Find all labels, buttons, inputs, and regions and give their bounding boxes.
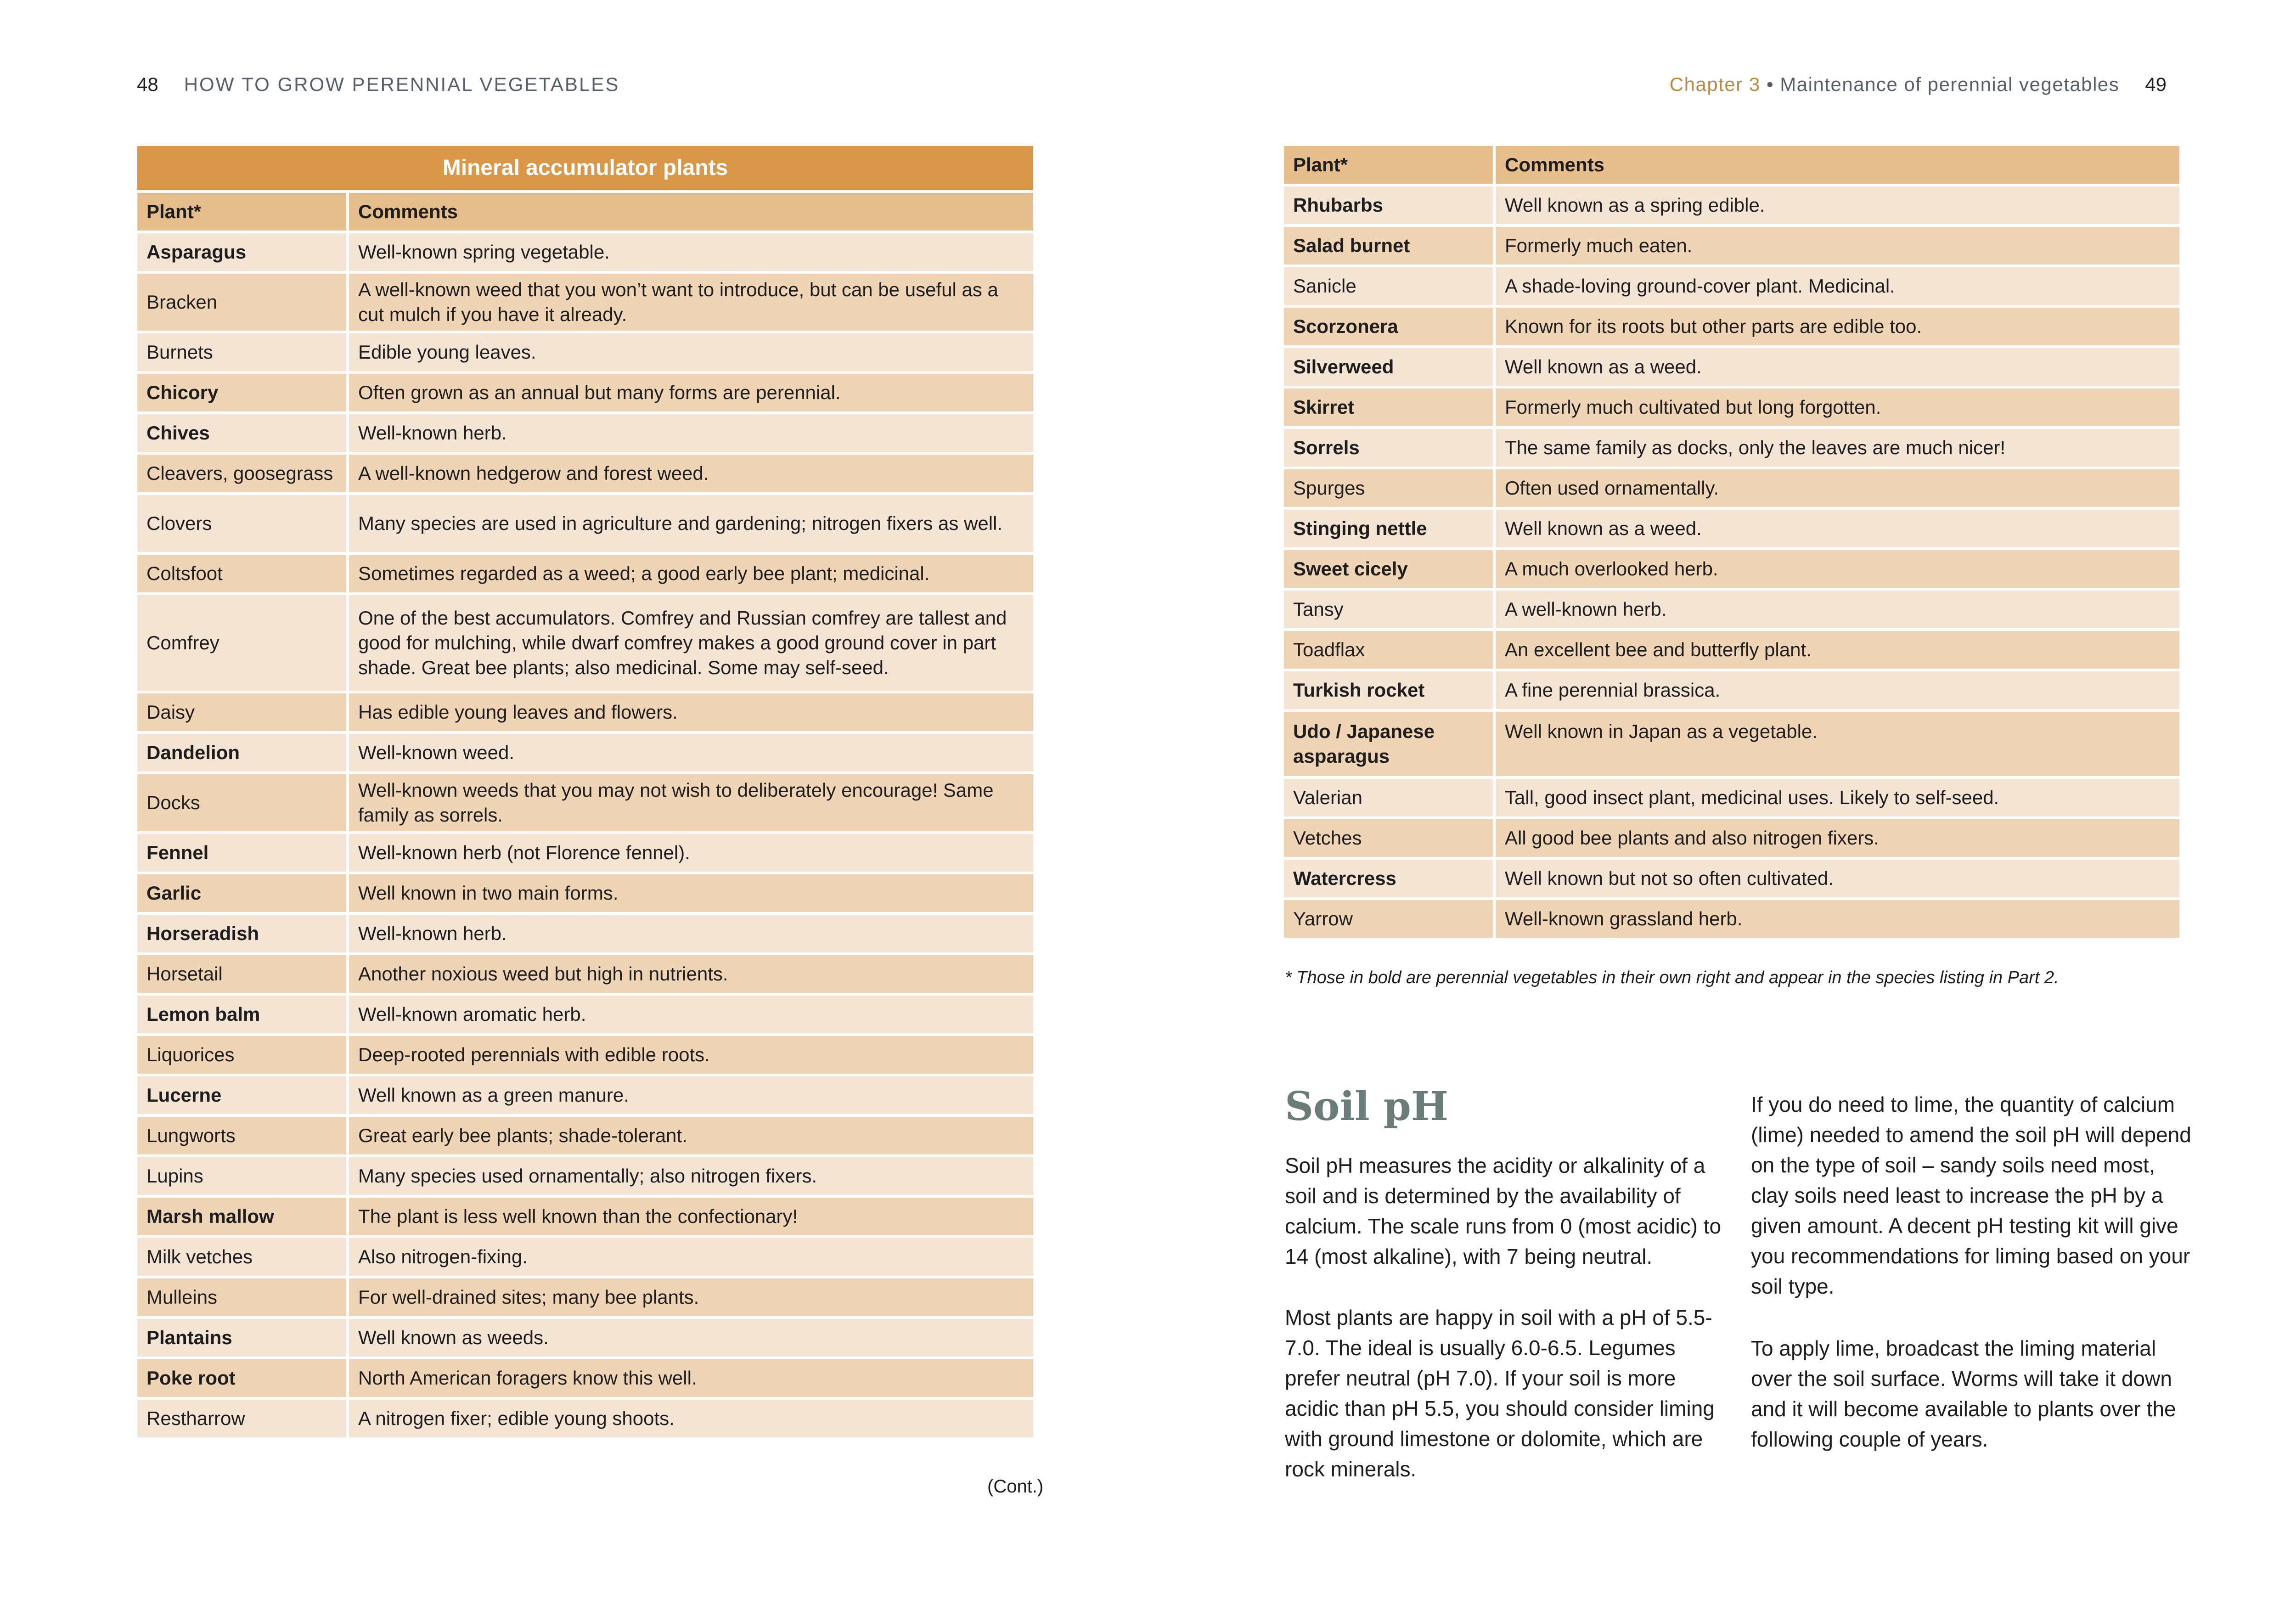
comment-cell: The plant is less well known than the confectionary! (349, 1198, 1033, 1235)
chapter-title: Maintenance of perennial vegetables (1780, 73, 2120, 95)
running-header-right (1670, 73, 2167, 96)
comment-cell: Well-known weeds that you may not wish to deliberately encourage! Same family as sorrels. (349, 774, 1033, 831)
comment-cell: Has edible young leaves and flowers. (349, 693, 1033, 731)
table-row (1284, 308, 2179, 345)
column-header-plant: Plant* (1284, 146, 1493, 184)
table-row (1284, 227, 2179, 265)
table-body-left (137, 233, 1033, 1437)
table-row (137, 495, 1033, 552)
plant-cell: Marsh mallow (137, 1198, 346, 1235)
table-row (1284, 712, 2179, 776)
table-row (137, 1359, 1033, 1397)
table-row (137, 996, 1033, 1033)
plant-cell: Horseradish (137, 915, 346, 952)
continued-note: (Cont.) (987, 1476, 1044, 1497)
plant-cell: Liquorices (137, 1036, 346, 1074)
comment-cell: Deep-rooted perennials with edible roots. (349, 1036, 1033, 1074)
table-row (137, 1278, 1033, 1316)
comment-cell: Well-known spring vegetable. (349, 233, 1033, 271)
plant-cell: Yarrow (1284, 900, 1493, 938)
comment-cell: A much overlooked herb. (1496, 550, 2179, 588)
plant-cell: Toadflax (1284, 631, 1493, 669)
comment-cell: Well known as weeds. (349, 1319, 1033, 1357)
plant-cell: Plantains (137, 1319, 346, 1357)
comment-cell: Known for its roots but other parts are edible too. (1496, 308, 2179, 345)
plant-cell: Sanicle (1284, 267, 1493, 305)
plant-cell: Vetches (1284, 819, 1493, 857)
table-row (137, 274, 1033, 331)
mineral-table-right (1281, 143, 2182, 940)
table-row (1284, 860, 2179, 897)
comment-cell: Well-known weed. (349, 734, 1033, 771)
plant-cell: Restharrow (137, 1400, 346, 1437)
plant-cell: Watercress (1284, 860, 1493, 897)
table-row (137, 414, 1033, 452)
comment-cell: Formerly much cultivated but long forgotten. (1496, 388, 2179, 426)
comment-cell: A well-known weed that you won’t want to introduce, but can be useful as a cut mulch if you have it already. (349, 274, 1033, 331)
comment-cell: Well-known herb. (349, 414, 1033, 452)
plant-cell: Daisy (137, 693, 346, 731)
table-row (137, 874, 1033, 912)
plant-cell: Lemon balm (137, 996, 346, 1033)
plant-cell: Stinging nettle (1284, 510, 1493, 547)
table-row (1284, 267, 2179, 305)
comment-cell: Well-known herb (not Florence fennel). (349, 834, 1033, 872)
comment-cell: Sometimes regarded as a weed; a good early bee plant; medicinal. (349, 555, 1033, 592)
section-heading: Soil pH (1285, 1083, 1449, 1130)
body-paragraph: Most plants are happy in soil with a pH of 5.5-7.0. The ideal is usually 6.0-6.5. Legumes prefer neutral (pH 7.0). If your soil is more acidic than pH 5.5, you should consider liming with ground limestone or dolomite, which are rock minerals. (1285, 1306, 1715, 1481)
table-row (137, 1198, 1033, 1235)
chapter-label: Chapter 3 (1669, 73, 1761, 95)
plant-cell: Clovers (137, 495, 346, 552)
plant-cell: Dandelion (137, 734, 346, 771)
running-header-left (137, 73, 619, 96)
table-row (137, 555, 1033, 592)
body-paragraph: Soil pH measures the acidity or alkalinity of a soil and is determined by the availability of calcium. The scale runs from 0 (most acidic) to 14 (most alkaline), with 7 being neutral. (1285, 1154, 1722, 1268)
comment-cell: All good bee plants and also nitrogen fixers. (1496, 819, 2179, 857)
plant-cell: Skirret (1284, 388, 1493, 426)
table-row (137, 915, 1033, 952)
table-row (1284, 186, 2179, 224)
comment-cell: Many species are used in agriculture and gardening; nitrogen fixers as well. (349, 495, 1033, 552)
table-row (1284, 388, 2179, 426)
comment-cell: Well known as a green manure. (349, 1076, 1033, 1114)
plant-cell: Asparagus (137, 233, 346, 271)
comment-cell: North American foragers know this well. (349, 1359, 1033, 1397)
plant-cell: Sweet cicely (1284, 550, 1493, 588)
header-bullet: • (1766, 73, 1774, 95)
plant-cell: Lupins (137, 1157, 346, 1195)
mineral-table-left (135, 143, 1036, 1440)
plant-cell: Chicory (137, 374, 346, 411)
comment-cell: Often grown as an annual but many forms are perennial. (349, 374, 1033, 411)
comment-cell: Well known as a weed. (1496, 510, 2179, 547)
comment-cell: Well known in two main forms. (349, 874, 1033, 912)
plant-cell: Burnets (137, 333, 346, 371)
plant-cell: Garlic (137, 874, 346, 912)
plant-cell: Fennel (137, 834, 346, 872)
page-number-left: 48 (137, 73, 158, 95)
plant-cell: Docks (137, 774, 346, 831)
plant-cell: Sorrels (1284, 429, 1493, 467)
table-row (1284, 550, 2179, 588)
column-header-comments: Comments (349, 193, 1033, 231)
comment-cell: Tall, good insect plant, medicinal uses. Likely to self-seed. (1496, 779, 2179, 816)
plant-cell: Rhubarbs (1284, 186, 1493, 224)
table-row (1284, 469, 2179, 507)
plant-cell: Lungworts (137, 1117, 346, 1154)
comment-cell: Well-known grassland herb. (1496, 900, 2179, 938)
table-row (1284, 900, 2179, 938)
table-row (137, 374, 1033, 411)
table-row (1284, 671, 2179, 709)
table-row (1284, 779, 2179, 816)
table-row (1284, 819, 2179, 857)
comment-cell: Well known but not so often cultivated. (1496, 860, 2179, 897)
table-row (1284, 429, 2179, 467)
plant-cell: Bracken (137, 274, 346, 331)
table-title: Mineral accumulator plants (137, 146, 1033, 190)
table-row (137, 1400, 1033, 1437)
comment-cell: One of the best accumulators. Comfrey and Russian comfrey are tallest and good for mulching, while dwarf comfrey makes a good ground cover in part shade. Great bee plants; also medicinal. Some may self-seed. (349, 595, 1033, 691)
comment-cell: The same family as docks, only the leaves are much nicer! (1496, 429, 2179, 467)
comment-cell: A well-known herb. (1496, 591, 2179, 628)
plant-cell: Poke root (137, 1359, 346, 1397)
comment-cell: Well known in Japan as a vegetable. (1496, 712, 2179, 776)
plant-cell: Salad burnet (1284, 227, 1493, 265)
table-row (1284, 631, 2179, 669)
table-footnote: * Those in bold are perennial vegetables in their own right and appear in the species listing in Part 2. (1285, 968, 2059, 987)
comment-cell: A fine perennial brassica. (1496, 671, 2179, 709)
plant-cell: Tansy (1284, 591, 1493, 628)
plant-cell: Milk vetches (137, 1238, 346, 1276)
table-row (137, 1117, 1033, 1154)
plant-cell: Cleavers, goosegrass (137, 455, 346, 492)
table-row (137, 233, 1033, 271)
table-row (137, 333, 1033, 371)
comment-cell: Well known as a weed. (1496, 348, 2179, 386)
comment-cell: Well known as a spring edible. (1496, 186, 2179, 224)
page-number-right: 49 (2145, 73, 2167, 95)
table-row (1284, 591, 2179, 628)
comment-cell: Great early bee plants; shade-tolerant. (349, 1117, 1033, 1154)
plant-cell: Valerian (1284, 779, 1493, 816)
comment-cell: Formerly much eaten. (1496, 227, 2179, 265)
comment-cell: Many species used ornamentally; also nitrogen fixers. (349, 1157, 1033, 1195)
table-row (137, 455, 1033, 492)
table-row (1284, 348, 2179, 386)
plant-cell: Comfrey (137, 595, 346, 691)
body-paragraph: If you do need to lime, the quantity of calcium (lime) needed to amend the soil pH will depend on the type of soil – sandy soils need most, clay soils need least to increase the pH by a given amount. A decent pH testing kit will give you recommendations for liming based on your soil type. (1751, 1092, 2191, 1298)
comment-cell: A well-known hedgerow and forest weed. (349, 455, 1033, 492)
comment-cell: An excellent bee and butterfly plant. (1496, 631, 2179, 669)
table-row (137, 955, 1033, 993)
table-row (137, 1157, 1033, 1195)
comment-cell: Also nitrogen-fixing. (349, 1238, 1033, 1276)
comment-cell: Well-known herb. (349, 915, 1033, 952)
plant-cell: Udo / Japanese asparagus (1284, 712, 1493, 776)
comment-cell: Another noxious weed but high in nutrients. (349, 955, 1033, 993)
comment-cell: A shade-loving ground-cover plant. Medicinal. (1496, 267, 2179, 305)
table-row (137, 1076, 1033, 1114)
column-header-comments: Comments (1496, 146, 2179, 184)
plant-cell: Scorzonera (1284, 308, 1493, 345)
body-paragraph: To apply lime, broadcast the liming material over the soil surface. Worms will take it down and it will become available to plants over the following couple of years. (1751, 1336, 2176, 1451)
plant-cell: Coltsfoot (137, 555, 346, 592)
comment-cell: A nitrogen fixer; edible young shoots. (349, 1400, 1033, 1437)
comment-cell: Often used ornamentally. (1496, 469, 2179, 507)
table-row (137, 1036, 1033, 1074)
comment-cell: Well-known aromatic herb. (349, 996, 1033, 1033)
table-row (137, 834, 1033, 872)
table-row (137, 693, 1033, 731)
table-row (137, 734, 1033, 771)
comment-cell: Edible young leaves. (349, 333, 1033, 371)
plant-cell: Lucerne (137, 1076, 346, 1114)
plant-cell: Mulleins (137, 1278, 346, 1316)
table-row (137, 595, 1033, 691)
table-row (137, 1319, 1033, 1357)
plant-cell: Spurges (1284, 469, 1493, 507)
table-row (1284, 510, 2179, 547)
table-body-right (1284, 186, 2179, 938)
table-row (137, 1238, 1033, 1276)
plant-cell: Turkish rocket (1284, 671, 1493, 709)
table-row (137, 774, 1033, 831)
book-title: HOW TO GROW PERENNIAL VEGETABLES (184, 73, 620, 95)
plant-cell: Silverweed (1284, 348, 1493, 386)
comment-cell: For well-drained sites; many bee plants. (349, 1278, 1033, 1316)
plant-cell: Chives (137, 414, 346, 452)
column-header-plant: Plant* (137, 193, 346, 231)
plant-cell: Horsetail (137, 955, 346, 993)
